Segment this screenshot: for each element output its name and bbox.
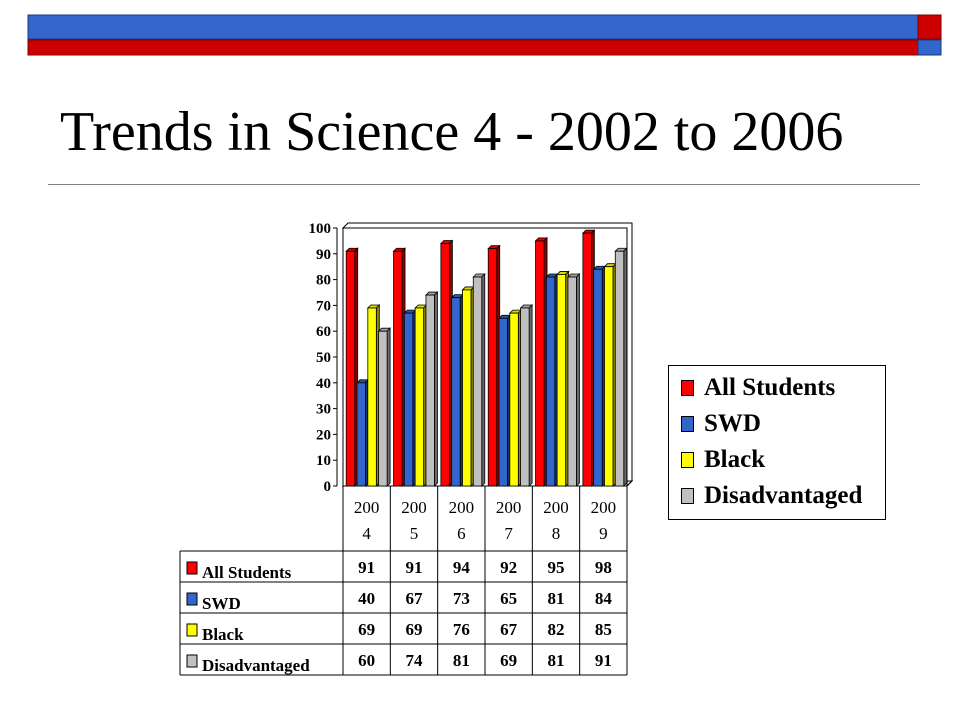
- bar-swd: [546, 274, 558, 486]
- table-row-label: Black: [202, 625, 244, 644]
- bar-front-face: [426, 295, 435, 486]
- x-category-label: 200 7: [495, 498, 522, 543]
- bar-front-face: [452, 298, 461, 486]
- bar-side-face: [482, 274, 485, 486]
- bar-swd: [452, 295, 464, 486]
- legend-item: [681, 445, 765, 475]
- bar-side-face: [434, 292, 437, 486]
- legend-label: Black: [704, 446, 766, 473]
- x-category-label: 200 4: [353, 498, 380, 543]
- table-cell-value: 69: [405, 620, 423, 639]
- table-row-label: All Students: [202, 563, 292, 582]
- slide-title: Trends in Science 4 - 2002 to 2006: [60, 101, 844, 163]
- y-tick-label: 60: [316, 324, 331, 341]
- legend-swatch: [681, 380, 694, 396]
- y-tick-label: 80: [316, 272, 331, 289]
- x-category-label: 200 6: [448, 498, 475, 543]
- bar-front-face: [346, 251, 355, 486]
- bar-side-face: [576, 274, 579, 486]
- legend-swatch: [681, 416, 694, 432]
- bar-swd: [499, 315, 511, 486]
- bar-front-face: [583, 233, 592, 486]
- table-cell-value: 40: [358, 589, 376, 608]
- table-cell-value: 94: [452, 558, 470, 577]
- bar-all-students: [346, 248, 358, 486]
- legend-item: [681, 481, 862, 511]
- table-cell-value: 92: [500, 558, 518, 577]
- table-row-label: SWD: [202, 594, 241, 613]
- y-tick-label: 10: [316, 453, 331, 470]
- bar-front-face: [521, 308, 530, 486]
- bar-disadvantaged: [426, 292, 438, 486]
- legend-label: SWD: [704, 410, 761, 437]
- bar-black: [462, 287, 474, 486]
- table-cell-value: 85: [594, 620, 612, 639]
- bar-swd: [404, 310, 416, 486]
- table-cell-value: 67: [405, 589, 423, 608]
- bar-black: [510, 310, 521, 486]
- bar-front-face: [462, 290, 471, 486]
- bar-black: [557, 271, 569, 486]
- table-cell-value: 74: [405, 651, 423, 670]
- bar-front-face: [604, 267, 613, 486]
- table-legend-key: [187, 593, 197, 605]
- y-tick-label: 90: [316, 246, 331, 263]
- legend-swatch: [681, 452, 694, 468]
- bar-black: [368, 305, 380, 486]
- bar-black: [415, 305, 427, 486]
- table-cell-value: 81: [547, 589, 565, 608]
- bar-all-students: [441, 240, 453, 486]
- bar-all-students: [583, 230, 595, 486]
- bar-front-face: [499, 318, 508, 486]
- x-category-label: 200 5: [401, 498, 427, 543]
- bar-front-face: [379, 331, 388, 486]
- legend-label: Disadvantaged: [704, 482, 863, 509]
- bar-front-face: [368, 308, 377, 486]
- bar-all-students: [488, 246, 500, 486]
- y-tick-label: 100: [308, 221, 331, 237]
- bar-front-face: [615, 251, 624, 486]
- y-tick-label: 40: [316, 375, 331, 392]
- table-cell-value: 81: [452, 651, 470, 670]
- table-legend-key: [187, 562, 197, 574]
- bar-disadvantaged: [379, 328, 391, 486]
- table-cell-value: 91: [405, 558, 423, 577]
- bar-side-face: [529, 305, 532, 486]
- table-cell-value: 81: [547, 651, 565, 670]
- legend-swatch: [681, 488, 694, 504]
- table-cell-value: 82: [547, 620, 565, 639]
- table-cell-value: 65: [500, 589, 518, 608]
- table-cell-value: 69: [358, 620, 376, 639]
- table-row-label: Disadvantaged: [202, 656, 310, 675]
- table-cell-value: 60: [358, 651, 376, 670]
- bar-side-face: [624, 248, 627, 486]
- bar-disadvantaged: [473, 274, 485, 486]
- table-legend-key: [187, 624, 197, 636]
- table-cell-value: 73: [452, 589, 470, 608]
- table-cell-value: 67: [500, 620, 518, 639]
- table-cell-value: 91: [358, 558, 376, 577]
- bar-front-face: [404, 313, 413, 486]
- bar-front-face: [394, 251, 403, 486]
- bar-swd: [357, 380, 369, 486]
- bar-disadvantaged: [521, 305, 533, 486]
- bar-disadvantaged: [615, 248, 627, 486]
- table-legend-key: [187, 655, 197, 667]
- bar-disadvantaged: [568, 274, 580, 486]
- x-category-label: 200 9: [590, 498, 617, 543]
- bar-front-face: [357, 383, 366, 486]
- legend-item: [681, 409, 761, 439]
- table-cell-value: 84: [594, 589, 612, 608]
- bar-front-face: [473, 277, 482, 486]
- bar-all-students: [536, 238, 548, 486]
- bar-front-face: [536, 241, 545, 486]
- table-cell-value: 76: [452, 620, 470, 639]
- y-tick-label: 0: [323, 479, 331, 495]
- y-tick-label: 30: [316, 401, 331, 418]
- y-tick-label: 70: [316, 298, 331, 315]
- bar-black: [604, 264, 616, 486]
- bar-swd: [594, 266, 606, 486]
- y-tick-label: 20: [316, 427, 331, 444]
- bar-front-face: [510, 313, 518, 486]
- legend-item: [681, 373, 835, 403]
- bar-front-face: [488, 249, 497, 486]
- bar-side-face: [387, 328, 390, 486]
- table-cell-value: 98: [594, 558, 612, 577]
- bar-all-students: [394, 248, 406, 486]
- bar-front-face: [441, 243, 450, 486]
- chart-legend: [668, 365, 886, 520]
- table-cell-value: 69: [500, 651, 518, 670]
- table-cell-value: 95: [547, 558, 565, 577]
- x-category-label: 200 8: [543, 498, 569, 543]
- bar-front-face: [594, 269, 603, 486]
- bar-front-face: [546, 277, 555, 486]
- legend-label: All Students: [704, 374, 836, 401]
- bar-front-face: [415, 308, 424, 486]
- table-cell-value: 91: [594, 651, 612, 670]
- y-tick-label: 50: [316, 350, 331, 366]
- bar-front-face: [557, 274, 566, 486]
- bar-front-face: [568, 277, 577, 486]
